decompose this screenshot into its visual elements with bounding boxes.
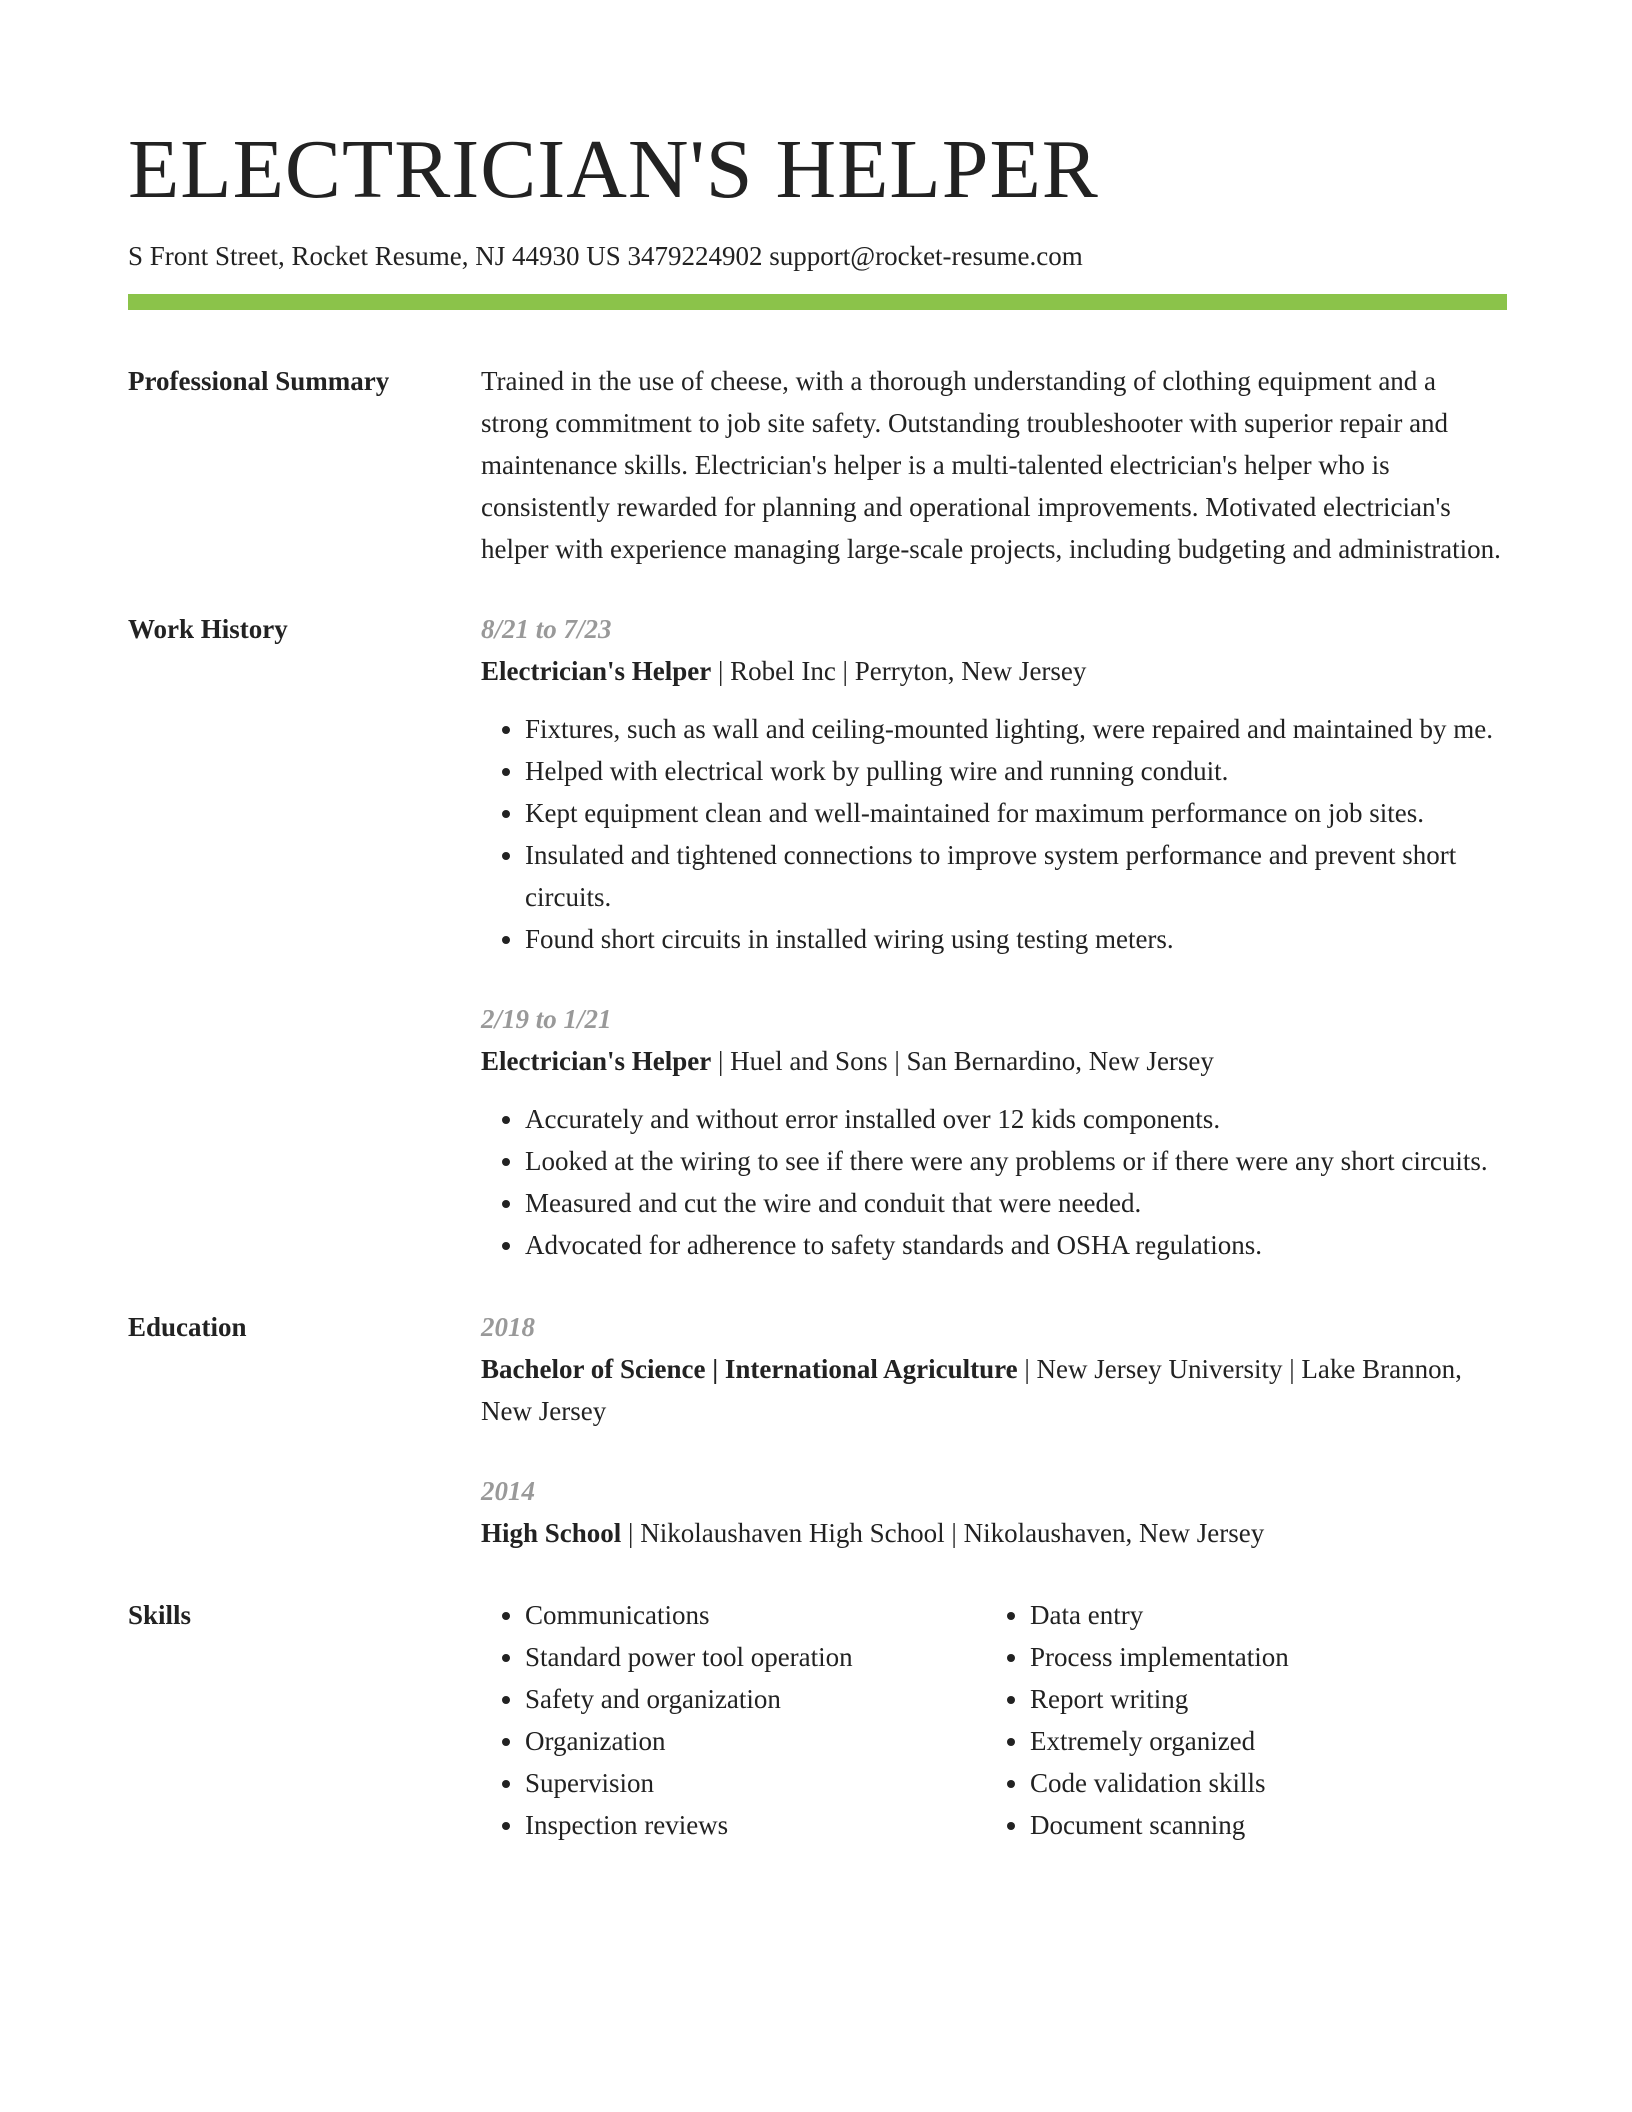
job-dates: 8/21 to 7/23: [481, 614, 612, 644]
job-bullet: • Kept equipment clean and well-maintained for maximum performance on job sites.: [525, 792, 1507, 834]
job-dates: 2/19 to 1/21: [481, 1004, 612, 1034]
education-line: [481, 1512, 1507, 1554]
skill-item: • Extremely organized: [1030, 1720, 1491, 1762]
job-role-line: [481, 1040, 1507, 1082]
section-label-summary: Professional Summary: [128, 366, 390, 396]
skill-item: • Document scanning: [1030, 1804, 1491, 1846]
skills-body: [481, 1594, 1507, 1846]
skill-item: • Inspection reviews: [525, 1804, 986, 1846]
skill-item: • Organization: [525, 1720, 986, 1762]
job-role-line: [481, 650, 1507, 692]
skill-item: • Data entry: [1030, 1594, 1491, 1636]
contact-line: S Front Street, Rocket Resume, NJ 44930 US 3479224902 support@rocket-resume.com: [128, 241, 1083, 271]
job-entry: [481, 608, 1507, 960]
education-details: | New Jersey University | Lake Brannon, New Jersey: [481, 1354, 1462, 1426]
education-line: [481, 1348, 1507, 1432]
education-entry: [481, 1470, 1507, 1554]
work-history-section: [128, 608, 1507, 1266]
job-bullet: • Insulated and tightened connections to improve system performance and prevent short circuits.: [525, 834, 1507, 918]
job-entry: [481, 998, 1507, 1266]
skill-item: • Supervision: [525, 1762, 986, 1804]
job-bullets: [481, 708, 1507, 960]
job-details: | Robel Inc | Perryton, New Jersey: [711, 656, 1087, 686]
job-bullet: • Fixtures, such as wall and ceiling-mounted lighting, were repaired and maintained by me.: [525, 708, 1507, 750]
section-label-work-history: Work History: [128, 614, 288, 644]
education-details: | Nikolaushaven High School | Nikolaushaven, New Jersey: [621, 1518, 1265, 1548]
skills-columns: [481, 1594, 1507, 1846]
job-title: Electrician's Helper: [481, 656, 712, 686]
skill-item: • Communications: [525, 1594, 986, 1636]
education-year: 2018: [481, 1312, 535, 1342]
resume-page: [128, 0, 1507, 1846]
work-history-body: [481, 608, 1507, 1266]
job-title: Electrician's Helper: [481, 1046, 712, 1076]
summary-section: [128, 360, 1507, 570]
education-body: [481, 1306, 1507, 1554]
job-bullet: • Helped with electrical work by pulling wire and running conduit.: [525, 750, 1507, 792]
job-details: | Huel and Sons | San Bernardino, New Jersey: [711, 1046, 1214, 1076]
skill-item: • Safety and organization: [525, 1678, 986, 1720]
skills-list-right: [986, 1594, 1491, 1846]
skill-item: • Code validation skills: [1030, 1762, 1491, 1804]
skills-section: [128, 1594, 1507, 1846]
section-label-education: Education: [128, 1312, 247, 1342]
skill-item: • Report writing: [1030, 1678, 1491, 1720]
job-bullet: • Looked at the wiring to see if there were any problems or if there were any short circuits.: [525, 1140, 1507, 1182]
job-bullet: • Found short circuits in installed wiring using testing meters.: [525, 918, 1507, 960]
education-degree: Bachelor of Science | International Agriculture: [481, 1354, 1018, 1384]
accent-divider: [128, 294, 1507, 310]
job-bullet: • Advocated for adherence to safety standards and OSHA regulations.: [525, 1224, 1507, 1266]
candidate-name: ELECTRICIAN'S HELPER: [128, 123, 1099, 216]
education-section: [128, 1306, 1507, 1554]
summary-text: Trained in the use of cheese, with a thorough understanding of clothing equipment and a strong commitment to job site safety. Outstanding troubleshooter with superior repair and maintenance skills. Electrician's helper is a multi-talented electrician's helper who is consistently rewarded for planning and operational improvements. Motivated electrician's helper with experience managing large-scale projects, including budgeting and administration.: [481, 366, 1501, 564]
skills-list-left: [481, 1594, 986, 1846]
job-bullet: • Measured and cut the wire and conduit that were needed.: [525, 1182, 1507, 1224]
job-bullet: • Accurately and without error installed over 12 kids components.: [525, 1098, 1507, 1140]
section-label-skills: Skills: [128, 1600, 192, 1630]
education-year: 2014: [481, 1476, 535, 1506]
skill-item: • Process implementation: [1030, 1636, 1491, 1678]
education-entry: [481, 1306, 1507, 1432]
skill-item: • Standard power tool operation: [525, 1636, 986, 1678]
job-bullets: [481, 1098, 1507, 1266]
education-degree: High School: [481, 1518, 622, 1548]
